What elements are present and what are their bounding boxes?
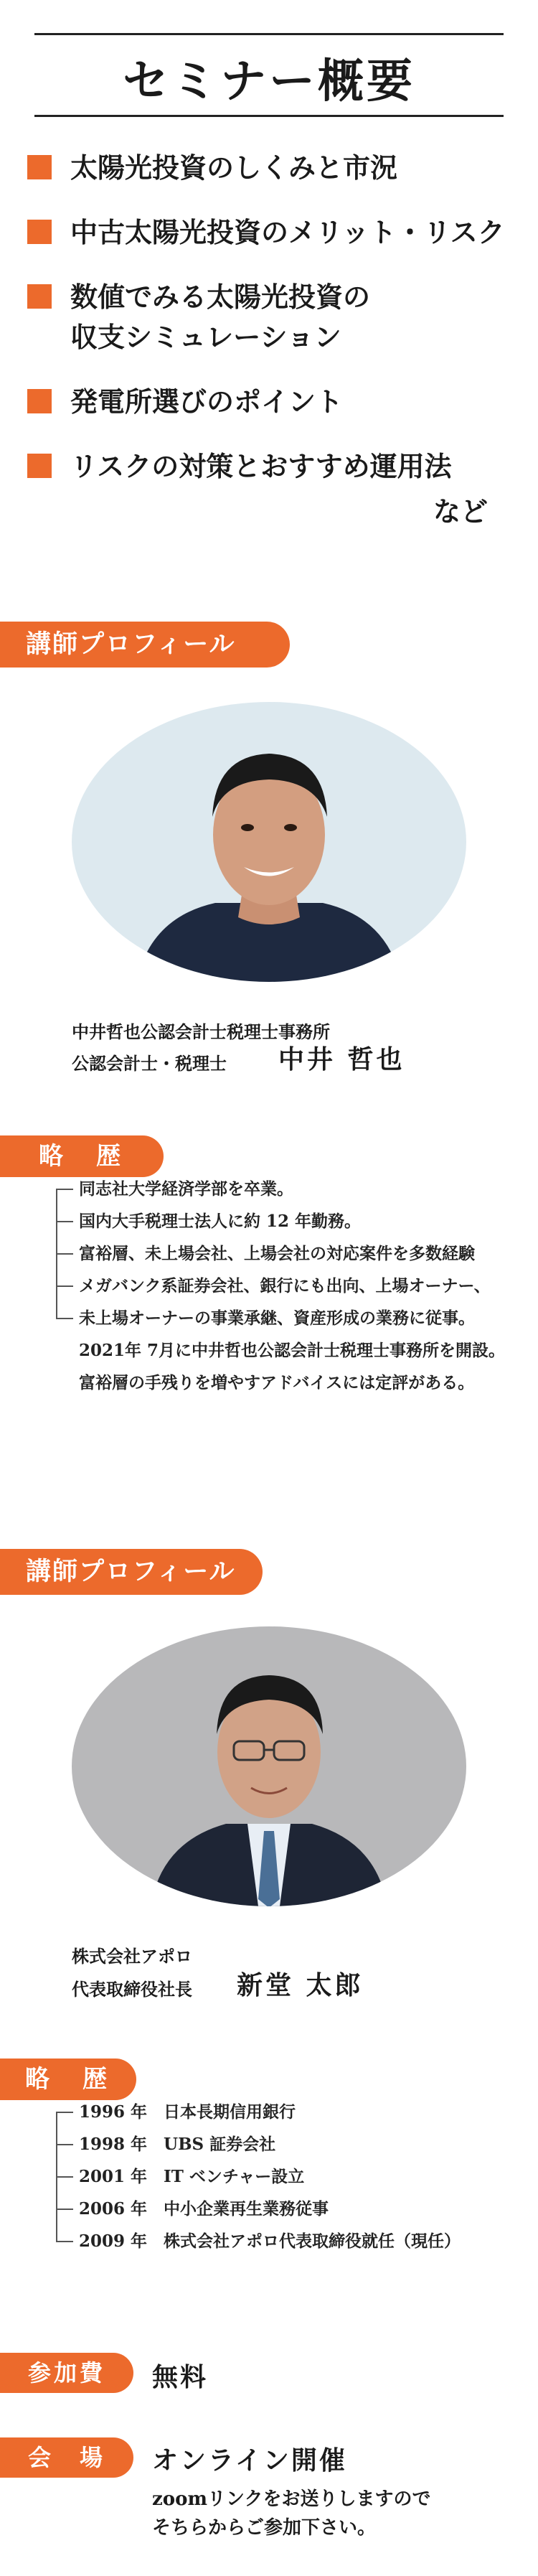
career-item: メガバンク系証券会社、銀行にも出向、上場オーナー、 (56, 1270, 522, 1302)
speaker2-career (56, 2096, 522, 2257)
page-title: セミナー概要 (123, 55, 415, 108)
speaker1-career-label: 略 歴 (0, 1135, 164, 1177)
venue-value: オンライン開催 (152, 2445, 347, 2476)
speaker1-role: 公認会計士・税理士 (72, 1053, 227, 1074)
speaker2-profile-label: 講師プロフィール (0, 1549, 263, 1595)
fee-value: 無料 (152, 2362, 209, 2392)
speaker2-org: 株式会社アポロ (72, 1946, 192, 1967)
topic-line: 数値でみる太陽光投資の (70, 281, 371, 313)
list-item (27, 277, 515, 357)
speaker2-name: 新堂 太郎 (237, 1970, 364, 2000)
speaker2-role: 代表取締役社長 (72, 1979, 192, 2000)
topic-list (27, 148, 515, 511)
list-item: リスクの対策とおすすめ運用法 (27, 446, 515, 487)
title-rule-top (34, 33, 504, 35)
list-item: 中古太陽光投資のメリット・リスク (27, 212, 515, 253)
topic-line: 収支シミュレーション (70, 321, 341, 353)
bullet-square-icon (27, 389, 52, 413)
list-item: 発電所選びのポイント (27, 382, 515, 422)
speaker1-name: 中井 哲也 (278, 1044, 405, 1074)
speaker1-org: 中井哲也公認会計士税理士事務所 (72, 1021, 330, 1042)
career-item: 2021年 7月に中井哲也公認会計士税理士事務所を開設。 (79, 1341, 506, 1360)
bullet-square-icon (27, 220, 52, 244)
career-item: 1996 年 日本長期信用銀行 (56, 2096, 522, 2128)
career-item: 富裕層、未上場会社、上場会社の対応案件を多数経験 (56, 1237, 522, 1270)
bullet-square-icon (27, 284, 52, 309)
career-item: 同志社大学経済学部を卒業。 (56, 1173, 522, 1205)
venue-label: 会 場 (0, 2437, 133, 2478)
career-connector (56, 1189, 57, 1318)
venue-note-line2: そちらからご参加下さい。 (152, 2517, 377, 2539)
speaker1-profile-label: 講師プロフィール (0, 622, 290, 668)
career-item: 国内大手税理士法人に約 12 年勤務。 (56, 1205, 522, 1237)
career-item: 2006 年 中小企業再生業務従事 (56, 2193, 522, 2225)
career-item: 2001 年 IT ベンチャー設立 (56, 2160, 522, 2193)
venue-note-line1: zoomリンクをお送りしますので (152, 2488, 431, 2510)
speaker1-photo (72, 702, 466, 982)
speaker2-photo (72, 1626, 466, 1906)
topics-etc: など (433, 495, 488, 528)
fee-label: 参加費 (0, 2353, 133, 2393)
career-item: 未上場オーナーの事業承継、資産形成の業務に従事。 (56, 1302, 522, 1334)
career-item: 2009 年 株式会社アポロ代表取締役就任（現任） (56, 2225, 522, 2257)
career-connector (56, 2112, 57, 2241)
career-item: 富裕層の手残りを増やすアドバイスには定評がある。 (79, 1373, 475, 1392)
list-item: 太陽光投資のしくみと市況 (27, 148, 515, 188)
speaker1-career (56, 1173, 522, 1399)
speaker2-career-label: 略 歴 (0, 2059, 136, 2100)
bullet-square-icon (27, 155, 52, 179)
career-item: 1998 年 UBS 証券会社 (56, 2128, 522, 2160)
bullet-square-icon (27, 454, 52, 478)
title-rule-bottom (34, 115, 504, 117)
